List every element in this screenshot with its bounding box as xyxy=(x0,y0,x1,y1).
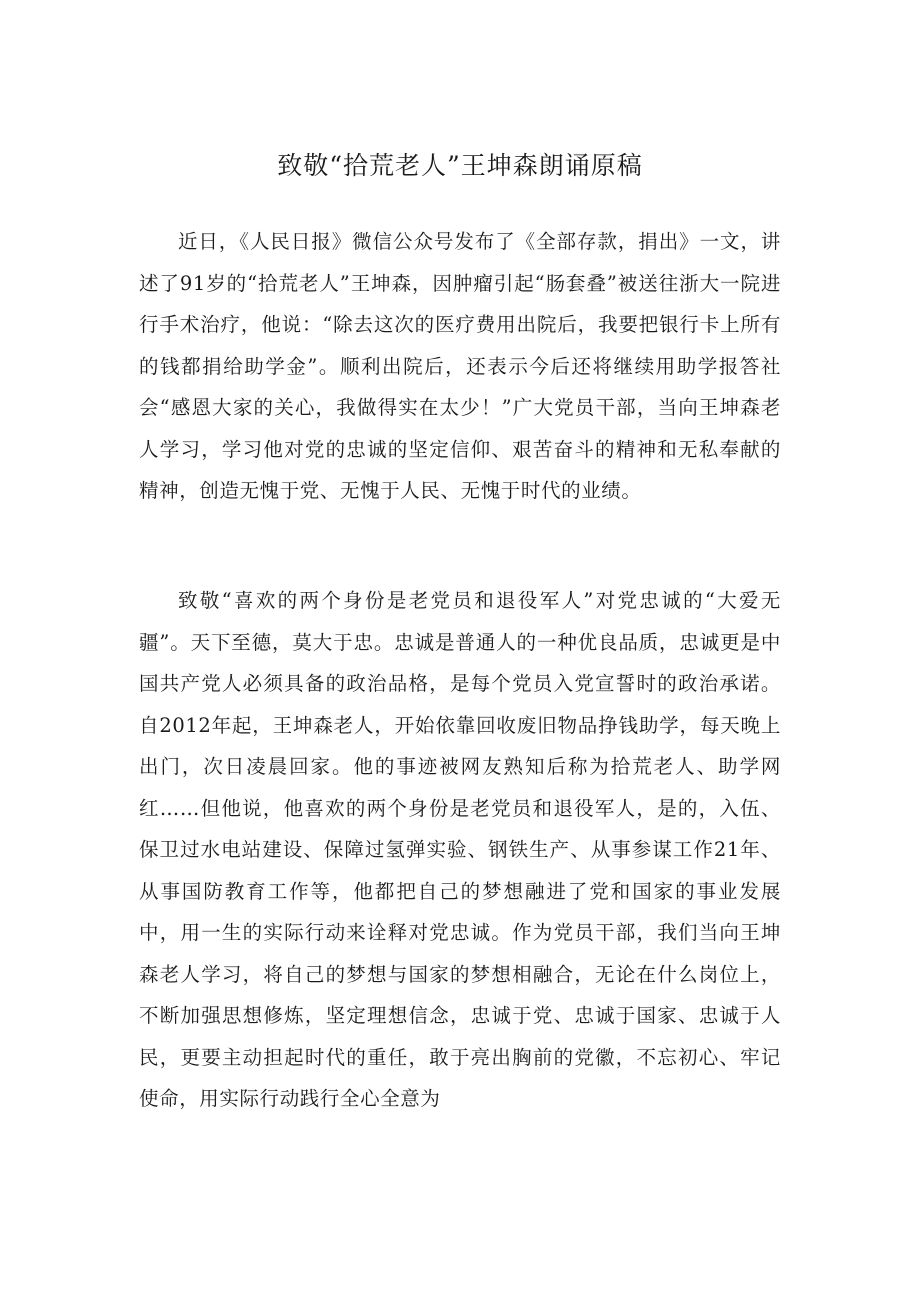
document-title: 致敬“拾荒老人”王坤森朗诵原稿 xyxy=(277,151,643,180)
paragraph-1: 近日，《人民日报》微信公众号发布了《全部存款，捐出》一文，讲述了91岁的“拾荒老人”王坤森，因肿瘤引起“肠套叠”被送往浙大一院进行手术治疗，他说：“除去这次的医疗费用出院后，我要把银行卡上所有的钱都捐给助学金”。顺利出院后，还表示今后还将继续用助学报答社会“感恩大家的关心，我做得实在太少！”广大党员干部，当向王坤森老人学习，学习他对党的忠诚的坚定信仰、艰苦奋斗的精神和无私奉献的精神，创造无愧于党、无愧于人民、无愧于时代的业绩。 xyxy=(139,230,781,502)
paragraph-2: 致敬“喜欢的两个身份是老党员和退役军人”对党忠诚的“大爱无疆”。天下至德，莫大于忠。忠诚是普通人的一种优良品质，忠诚更是中国共产党人必须具备的政治品格，是每个党员入党宣誓时的政治承诺。自2012年起，王坤森老人，开始依靠回收废旧物品挣钱助学，每天晚上出门，次日凌晨回家。他的事迹被网友熟知后称为拾荒老人、助学网红……但他说，他喜欢的两个身份是老党员和退役军人，是的，入伍、保卫过水电站建设、保障过氢弹实验、钢铁生产、从事参谋工作21年、从事国防教育工作等，他都把自己的梦想融进了党和国家的事业发展中，用一生的实际行动来诠释对党忠诚。作为党员干部，我们当向王坤森老人学习，将自己的梦想与国家的梦想相融合，无论在什么岗位上，不断加强思想修炼，坚定理想信念，忠诚于党、忠诚于国家、忠诚于人民，更要主动担起时代的重任，敢于亮出胸前的党徽，不忘初心、牢记使命，用实际行动践行全心全意为 xyxy=(139,589,781,1110)
